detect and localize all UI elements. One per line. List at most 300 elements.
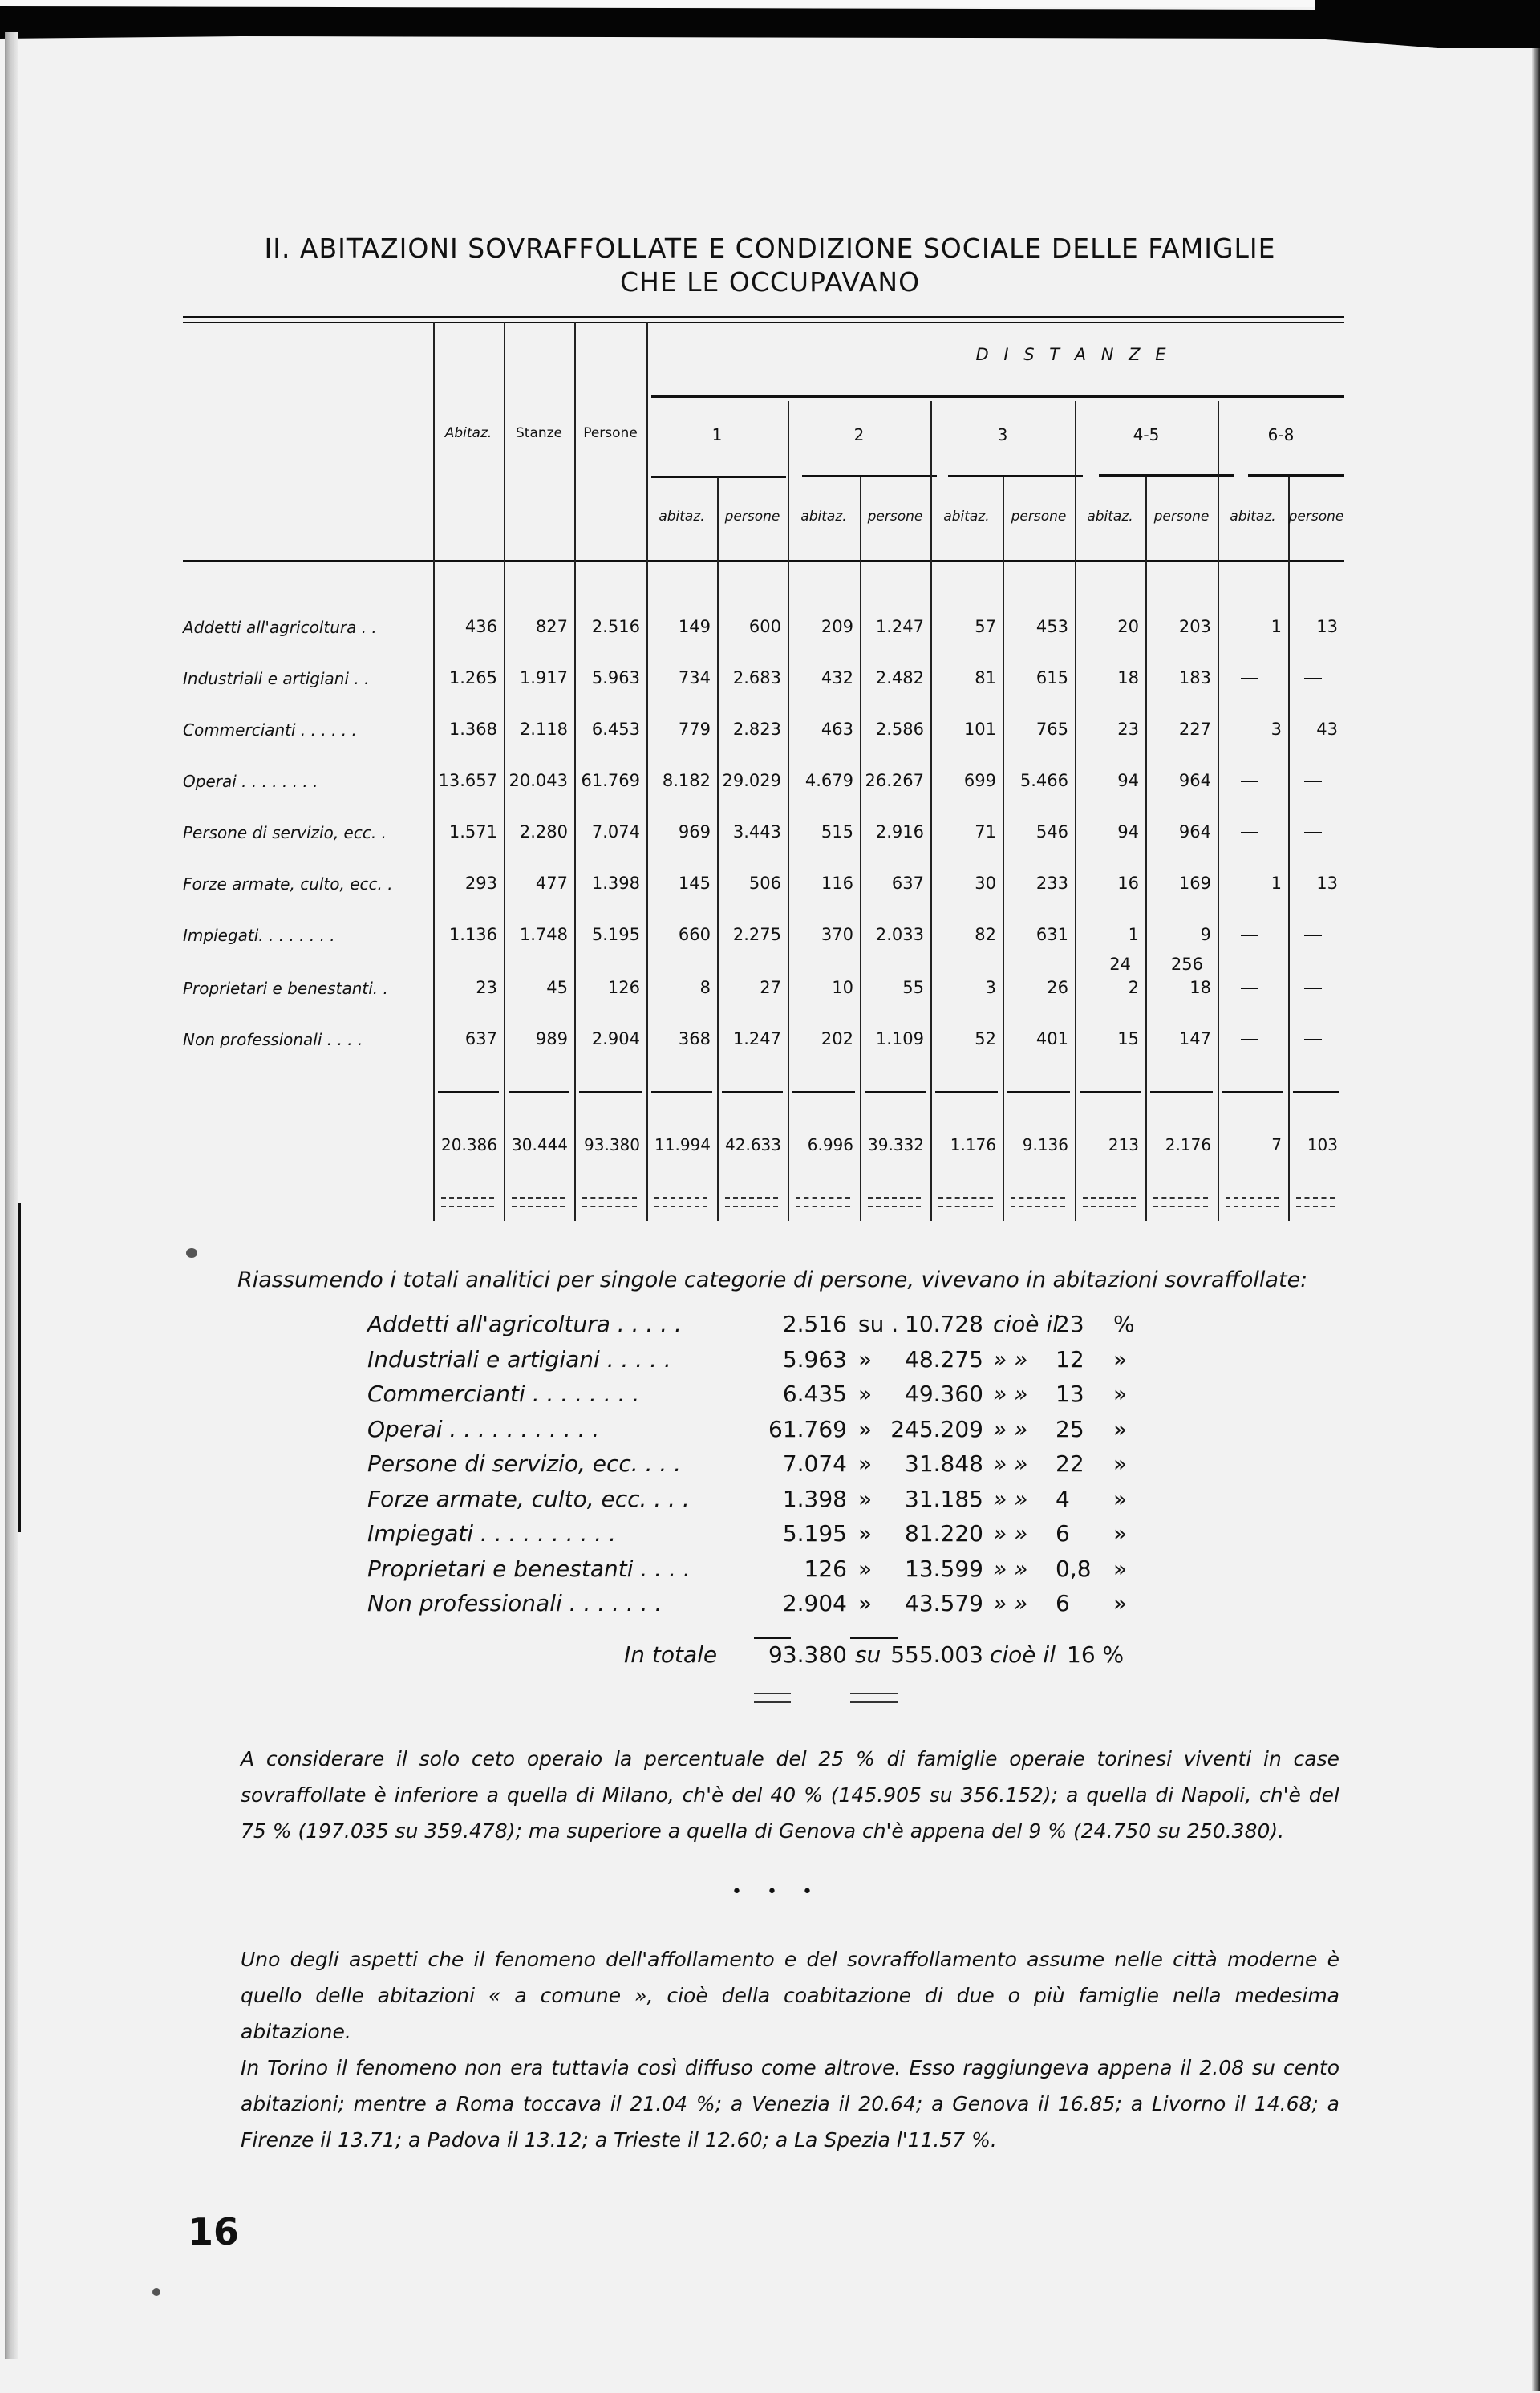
table-cell (1218, 667, 1282, 688)
double-underline (938, 1197, 993, 1207)
ink-blot (186, 1248, 197, 1258)
empty-dash (1241, 935, 1258, 936)
table-cell: 13 (1316, 874, 1338, 893)
total-cell: 6.996 (807, 1135, 853, 1154)
table-cell: 10 (832, 978, 853, 997)
summary-su: » (858, 1345, 873, 1373)
col-divider (1288, 477, 1290, 1221)
table-cell: 9 (1200, 925, 1211, 944)
summary-total: 43.579 (905, 1590, 983, 1616)
column-sum-rule (722, 1091, 783, 1093)
table-cell: 2.683 (732, 668, 781, 687)
summary-cioe: » » (993, 1555, 1028, 1582)
summary-count: 7.074 (782, 1450, 847, 1477)
header-rooms-4-5: 4-5 (1133, 425, 1160, 444)
table-cell: 401 (1035, 1029, 1068, 1048)
summary-cioe: » » (993, 1520, 1028, 1547)
subheader-abitaz: abitaz. (800, 509, 847, 525)
summary-label: Proprietari e benestanti . . . . (367, 1555, 691, 1582)
row-label (183, 618, 411, 637)
column-sum-rule (651, 1091, 712, 1093)
table-cell: 145 (678, 874, 711, 893)
summary-count: 2.904 (782, 1590, 847, 1616)
table-cell: 969 (678, 822, 711, 842)
table-cell: 52 (975, 1029, 996, 1048)
summary-label: Impiegati . . . . . . . . . . (367, 1520, 617, 1547)
page-number: 16 (188, 2210, 240, 2253)
table-cell (1288, 770, 1338, 791)
stanze-header-rule (651, 395, 1344, 398)
column-sum-rule (935, 1091, 998, 1093)
table-cell (1218, 924, 1282, 945)
empty-dash (1241, 678, 1258, 679)
header-stanze: Stanze (515, 425, 563, 441)
total-cell: 9.136 (1022, 1135, 1068, 1154)
table-cell: 699 (963, 771, 996, 790)
table-cell: 55 (902, 978, 924, 997)
table-cell: 1.265 (448, 668, 497, 687)
total-cell: 2.176 (1165, 1135, 1211, 1154)
total-cell: 7 (1271, 1135, 1282, 1154)
group-rule-2 (802, 475, 937, 477)
table-cell: 368 (678, 1029, 711, 1048)
table-cell: 94 (1117, 822, 1139, 842)
empty-dash (1304, 781, 1322, 782)
row-label-text: Addetti all'agricoltura (183, 618, 357, 637)
paragraph-turin-rates: In Torino il fenomeno non era tuttavia così diffuso come altrove. Esso raggiungeva appena il 2.08 su cento abitazioni; mentre a Roma toccava il 21.04 %; a Venezia il 20.64; a Genova il 16.85; a Livorno il 14.68; a Firenze il 13.71; a Padova il 13.12; a Trieste il 12.60; a La Spezia l'11.57 %. (241, 2056, 1339, 2152)
table-cell: 546 (1035, 822, 1068, 842)
table-cell: 436 (464, 617, 497, 636)
table-cell: 5.963 (591, 668, 640, 687)
total-su: su (855, 1641, 881, 1668)
table-cell (1218, 821, 1282, 842)
summary-su: » (858, 1485, 873, 1512)
group-header-di-stanze: D I S T A N Z E (975, 345, 1171, 364)
table-cell: 169 (1178, 874, 1211, 893)
table-cell: 637 (464, 1029, 497, 1048)
summary-su: » (858, 1381, 873, 1407)
summary-unit: » (1113, 1590, 1128, 1616)
summary-count: 6.435 (782, 1381, 847, 1407)
interline-persone: 256 (1170, 955, 1203, 974)
empty-dash (1241, 781, 1258, 782)
row-label (183, 874, 411, 894)
column-sum-rule (1293, 1091, 1339, 1093)
table-cell: 30 (975, 874, 996, 893)
summary-unit: » (1113, 1450, 1128, 1477)
table-cell: 1 (1270, 874, 1282, 893)
table-cell: 2 (1128, 978, 1139, 997)
subheader-abitaz: abitaz. (943, 509, 990, 525)
table-cell: 1.571 (448, 822, 497, 842)
row-label-text: Industriali e artigiani (183, 669, 349, 688)
table-cell: 5.466 (1019, 771, 1068, 790)
group-rule-4 (1099, 474, 1234, 477)
leader-dots: . (376, 823, 387, 842)
summary-total: 13.599 (905, 1555, 983, 1582)
summary-intro: Riassumendo i totali analitici per singole categorie di persone, vivevano in abitazioni sovraffollate: (237, 1267, 1308, 1292)
table-cell: 1 (1270, 617, 1282, 636)
summary-unit: % (1113, 1311, 1135, 1337)
table-cell (1288, 1028, 1338, 1049)
table-cell: 23 (476, 978, 497, 997)
double-underline (654, 1197, 707, 1207)
summary-unit: » (1113, 1555, 1128, 1582)
table-cell: 101 (963, 720, 996, 739)
empty-dash (1241, 988, 1258, 989)
summary-cioe: » » (993, 1415, 1028, 1442)
table-cell: 3 (1270, 720, 1282, 739)
column-sum-rule (1080, 1091, 1141, 1093)
summary-label: Addetti all'agricoltura . . . . . (367, 1311, 682, 1337)
summary-cioe: » » (993, 1485, 1028, 1512)
summary-percent: 23 (1056, 1311, 1084, 1337)
table-cell: 43 (1316, 720, 1338, 739)
interline-abitaz: 24 (1109, 955, 1131, 974)
row-label-text: Operai (183, 772, 237, 791)
table-cell: 13 (1316, 617, 1338, 636)
table-cell: 2.516 (591, 617, 640, 636)
col-divider (860, 477, 861, 1221)
col-divider (1145, 477, 1147, 1221)
subheader-abitaz: abitaz. (659, 509, 705, 525)
subheader-persone: persone (1153, 509, 1210, 525)
summary-total: 48.275 (905, 1345, 983, 1373)
summary-percent: 22 (1056, 1450, 1084, 1477)
header-bottom-rule (183, 560, 1344, 562)
table-cell: 827 (535, 617, 568, 636)
table-cell: 57 (975, 617, 996, 636)
total-cell: 93.380 (584, 1135, 640, 1154)
table-cell: 61.769 (581, 771, 640, 790)
summary-percent: 6 (1056, 1520, 1070, 1547)
summary-count: 1.398 (782, 1485, 847, 1512)
table-cell: 233 (1035, 874, 1068, 893)
summary-su: » (858, 1415, 873, 1442)
paragraph-workers-comparison: A considerare il solo ceto operaio la percentuale del 25 % di famiglie operaie torinesi viventi in case sovraffollate è inferiore a quella di Milano, ch'è del 40 % (145.905 su 356.152); a quella di Napoli, ch'è del 75 % (197.035 su 359.478); ma superiore a quella di Genova ch'è appena del 9 % (24.750 su 250.380). (241, 1747, 1339, 1843)
empty-dash (1304, 832, 1322, 833)
summary-cioe: » » (993, 1381, 1028, 1407)
table-cell: 71 (975, 822, 996, 842)
column-sum-rule (579, 1091, 642, 1093)
summary-cioe: » » (993, 1345, 1028, 1373)
summary-count: 5.195 (782, 1520, 847, 1547)
scan-right-edge (1532, 48, 1540, 2391)
table-cell: 660 (678, 925, 711, 944)
table-cell: 203 (1178, 617, 1211, 636)
summary-total: 31.185 (905, 1485, 983, 1512)
scan-left-edge (5, 32, 18, 2359)
summary-percent: 25 (1056, 1415, 1084, 1442)
section-separator: • • • (732, 1882, 822, 1902)
summary-total: 31.848 (905, 1450, 983, 1477)
summary-su: » (858, 1555, 873, 1582)
table-cell (1288, 667, 1338, 688)
table-cell: 116 (821, 874, 853, 893)
column-sum-rule (438, 1091, 499, 1093)
summary-count: 126 (804, 1555, 847, 1582)
row-label-text: Forze armate, culto, ecc. (183, 874, 383, 894)
table-cell: 2.904 (591, 1029, 640, 1048)
table-cell: 6.453 (591, 720, 640, 739)
table-cell: 16 (1117, 874, 1139, 893)
table-top-rule (183, 316, 1344, 318)
table-cell: 779 (678, 720, 711, 739)
table-cell: 2.586 (875, 720, 924, 739)
row-label-text: Impiegati (183, 926, 259, 945)
group-rule-5 (1248, 474, 1344, 477)
table-cell: 81 (975, 668, 996, 687)
group-rule-1 (651, 476, 786, 478)
table-cell (1288, 821, 1338, 842)
column-sum-rule (509, 1091, 569, 1093)
table-cell: 477 (535, 874, 568, 893)
summary-su: » (858, 1450, 873, 1477)
table-cell: 26 (1047, 978, 1068, 997)
leader-dots: . . . . (322, 1030, 363, 1049)
col-divider (1003, 477, 1004, 1221)
table-cell: 2.482 (875, 668, 924, 687)
table-cell: 26.267 (865, 771, 924, 790)
leader-dots: . . . . . . . . (258, 926, 335, 945)
table-cell: 2.916 (875, 822, 924, 842)
row-label-text: Non professionali (183, 1030, 322, 1049)
table-cell (1218, 1028, 1282, 1049)
table-cell: 3.443 (732, 822, 781, 842)
table-cell: 453 (1035, 617, 1068, 636)
table-cell: 7.074 (591, 822, 640, 842)
leader-dots: . . . . . . . . (236, 772, 318, 791)
table-cell: 631 (1035, 925, 1068, 944)
summary-unit: » (1113, 1520, 1128, 1547)
subheader-persone: persone (867, 509, 923, 525)
total-num: 93.380 (768, 1641, 847, 1668)
empty-dash (1304, 1039, 1322, 1040)
table-cell (1288, 977, 1338, 998)
summary-su: su . (858, 1311, 899, 1337)
subheader-persone: persone (1288, 509, 1344, 525)
summary-su: » (858, 1520, 873, 1547)
table-title-line2: CHE LE OCCUPAVANO (619, 266, 921, 298)
double-underline (441, 1197, 494, 1207)
summary-unit: » (1113, 1345, 1128, 1373)
table-cell: 734 (678, 668, 711, 687)
summary-label: Industriali e artigiani . . . . . (367, 1345, 671, 1373)
subheader-persone: persone (724, 509, 780, 525)
summary-unit: » (1113, 1381, 1128, 1407)
total-cell: 42.633 (725, 1135, 781, 1154)
total-cell: 11.994 (654, 1135, 711, 1154)
summary-percent: 6 (1056, 1590, 1070, 1616)
table-cell: 1.247 (875, 617, 924, 636)
table-cell: 370 (821, 925, 853, 944)
header-rooms-6-8: 6-8 (1267, 425, 1295, 444)
double-underline (1011, 1197, 1065, 1207)
total-cell: 39.332 (868, 1135, 924, 1154)
double-underline (1153, 1197, 1208, 1207)
table-cell: 4.679 (804, 771, 853, 790)
summary-unit: » (1113, 1485, 1128, 1512)
table-cell: 13.657 (438, 771, 497, 790)
empty-dash (1304, 988, 1322, 989)
summary-cioe: cioè il (993, 1311, 1059, 1337)
table-cell: 2.823 (732, 720, 781, 739)
subheader-abitaz: abitaz. (1230, 509, 1276, 525)
table-cell: 147 (1178, 1029, 1211, 1048)
table-cell: 126 (607, 978, 640, 997)
total-double-rule (850, 1693, 898, 1703)
table-cell: 82 (975, 925, 996, 944)
summary-unit: » (1113, 1415, 1128, 1442)
table-cell: 1.109 (875, 1029, 924, 1048)
summary-total: 245.209 (890, 1415, 983, 1442)
scan-dark-border (0, 0, 1540, 48)
table-cell: 1.247 (732, 1029, 781, 1048)
ink-speck (152, 2288, 160, 2296)
table-cell: 3 (985, 978, 996, 997)
summary-count: 61.769 (768, 1415, 847, 1442)
table-cell: 8.182 (662, 771, 711, 790)
total-pct: 16 % (1067, 1641, 1125, 1668)
summary-label: Commercianti . . . . . . . . (367, 1381, 640, 1407)
double-underline (582, 1197, 637, 1207)
summary-cioe: » » (993, 1590, 1028, 1616)
column-sum-rule (1150, 1091, 1213, 1093)
leader-dots: . . . . . . (295, 720, 357, 740)
summary-percent: 4 (1056, 1485, 1070, 1512)
sum-rule (754, 1637, 791, 1639)
summary-cioe: » » (993, 1450, 1028, 1477)
total-label: In totale (624, 1641, 718, 1668)
row-label-text: Proprietari e benestanti. (183, 979, 379, 998)
total-double-rule (754, 1693, 791, 1703)
double-underline (1226, 1197, 1279, 1207)
summary-label: Operai . . . . . . . . . . . (367, 1415, 600, 1442)
row-label (183, 926, 411, 945)
table-cell: 2.275 (732, 925, 781, 944)
table-cell: 1 (1128, 925, 1139, 944)
table-cell: 2.280 (519, 822, 568, 842)
table-cell: 227 (1178, 720, 1211, 739)
table-cell: 463 (821, 720, 853, 739)
table-cell: 8 (699, 978, 711, 997)
table-cell: 23 (1117, 720, 1139, 739)
column-sum-rule (792, 1091, 855, 1093)
table-top-rule-2 (183, 322, 1344, 323)
table-cell: 209 (821, 617, 853, 636)
total-cell: 20.386 (441, 1135, 497, 1154)
double-underline (1083, 1197, 1136, 1207)
row-label (183, 1030, 411, 1049)
leader-dots: . (382, 874, 393, 894)
empty-dash (1241, 832, 1258, 833)
table-cell: 2.033 (875, 925, 924, 944)
table-cell: 515 (821, 822, 853, 842)
column-sum-rule (1222, 1091, 1283, 1093)
table-cell: 29.029 (722, 771, 781, 790)
empty-dash (1304, 678, 1322, 679)
table-cell: 94 (1117, 771, 1139, 790)
total-cell: 30.444 (512, 1135, 568, 1154)
leader-dots: . . (349, 669, 370, 688)
row-label (183, 823, 411, 842)
summary-label: Non professionali . . . . . . . (367, 1590, 663, 1616)
table-cell: 18 (1117, 668, 1139, 687)
table-cell: 20.043 (509, 771, 568, 790)
summary-total: 81.220 (905, 1520, 983, 1547)
double-underline (868, 1197, 921, 1207)
header-rooms-1: 1 (711, 425, 723, 444)
table-cell: 20 (1117, 617, 1139, 636)
table-cell: 964 (1178, 822, 1211, 842)
table-cell: 1.368 (448, 720, 497, 739)
row-label (183, 772, 411, 791)
row-label (183, 669, 411, 688)
table-title: II. ABITAZIONI SOVRAFFOLLATE E CONDIZIONE SOCIALE DELLE FAMIGLIE (264, 233, 1276, 264)
total-den: 555.003 (890, 1641, 983, 1668)
table-cell: 202 (821, 1029, 853, 1048)
summary-percent: 13 (1056, 1381, 1084, 1407)
header-persone: Persone (583, 425, 638, 441)
table-cell: 600 (748, 617, 781, 636)
table-cell: 964 (1178, 771, 1211, 790)
double-underline (796, 1197, 850, 1207)
summary-su: » (858, 1590, 873, 1616)
empty-dash (1241, 1039, 1258, 1040)
subheader-persone: persone (1011, 509, 1067, 525)
table-cell: 27 (760, 978, 781, 997)
table-cell: 1.136 (448, 925, 497, 944)
double-underline (1296, 1197, 1335, 1207)
double-underline (725, 1197, 778, 1207)
row-label (183, 979, 411, 998)
group-rule-3 (948, 475, 1083, 477)
column-sum-rule (1007, 1091, 1070, 1093)
summary-percent: 0,8 (1056, 1555, 1092, 1582)
table-cell: 15 (1117, 1029, 1139, 1048)
scan-left-mark (18, 1203, 21, 1532)
table-cell (1218, 977, 1282, 998)
table-cell: 183 (1178, 668, 1211, 687)
leader-dots: . . (356, 618, 377, 637)
table-cell: 1.748 (519, 925, 568, 944)
double-underline (512, 1197, 565, 1207)
leader-dots: . (378, 979, 388, 998)
table-cell: 1.398 (591, 874, 640, 893)
header-rooms-2: 2 (853, 425, 865, 444)
table-cell: 45 (546, 978, 568, 997)
col-divider (717, 477, 719, 1221)
total-cell: 1.176 (950, 1135, 996, 1154)
table-cell: 293 (464, 874, 497, 893)
column-sum-rule (865, 1091, 926, 1093)
paragraph-cohabitation: Uno degli aspetti che il fenomeno dell'affollamento e del sovraffollamento assume nelle città moderne è quello delle abitazioni « a comune », cioè della coabitazione di due o più famiglie nella medesima abitazione. (241, 1948, 1339, 2043)
summary-total: 49.360 (905, 1381, 983, 1407)
summary-count: 5.963 (782, 1345, 847, 1373)
row-label-text: Persone di servizio, ecc. (183, 823, 377, 842)
table-cell: 149 (678, 617, 711, 636)
summary-label: Forze armate, culto, ecc. . . . (367, 1485, 690, 1512)
table-cell (1218, 770, 1282, 791)
page-top-edge (0, 0, 1323, 7)
table-cell: 989 (535, 1029, 568, 1048)
subheader-abitaz: abitaz. (1087, 509, 1133, 525)
empty-dash (1304, 935, 1322, 936)
total-cell: 103 (1307, 1135, 1338, 1154)
table-cell (1288, 924, 1338, 945)
row-label (183, 720, 411, 740)
summary-count: 2.516 (782, 1311, 847, 1337)
